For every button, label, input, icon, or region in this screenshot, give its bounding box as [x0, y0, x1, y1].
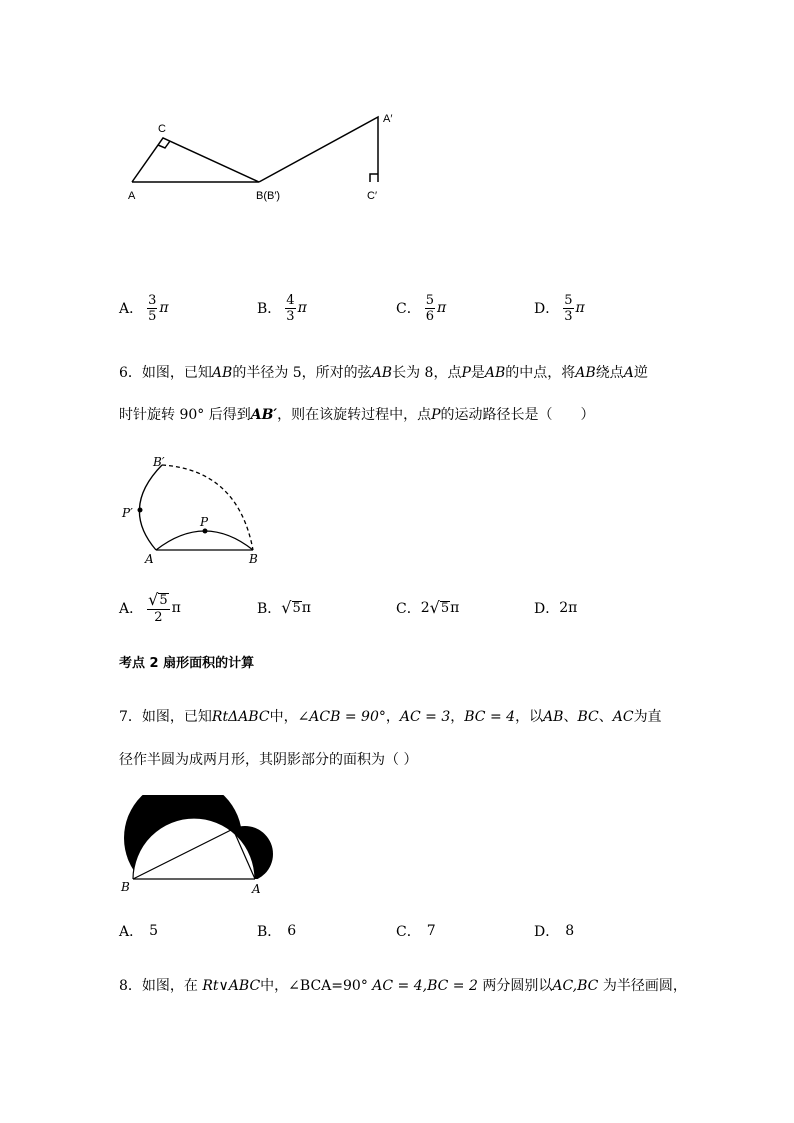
- q5-option-b[interactable]: B． $\frac{4}{3}$ π: [257, 292, 307, 324]
- label-a2: A′: [383, 113, 393, 125]
- triangles-figure: [120, 105, 410, 215]
- lunes-figure: [115, 795, 285, 905]
- q6-option-d[interactable]: D． 2π: [534, 600, 578, 617]
- arc-ab-prime: AB′: [250, 407, 278, 423]
- sqrt-icon: √: [281, 598, 292, 617]
- q8-line-1: 8．如图，在 Rt∨ABC中，∠BCA=90° AC = 4,BC = 2 两分圆别以AC,BC 为半径画圆，: [119, 978, 687, 994]
- q7-line-1: 7．如图，已知RtΔABC中，∠ACB = 90°，AC = 3，BC = 4，以AB、BC、AC为直: [119, 709, 662, 725]
- q5-options: [0, 288, 794, 328]
- label-c: C: [158, 123, 166, 135]
- q5-option-d[interactable]: D． $\frac{5}{3}$ π: [534, 292, 585, 324]
- rotation-arc-figure: [118, 450, 278, 575]
- arc-ab: AB: [211, 365, 233, 381]
- fraction: $\frac{4}{3}$: [286, 292, 295, 324]
- q7-line-2: 径作半圆为成两月形，其阴影部分的面积为（ ）: [119, 752, 418, 768]
- q6-line-1: 6．如图，已知AB的半径为 5，所对的弦AB长为 8，点P是AB的中点，将AB绕点A逆: [119, 365, 648, 381]
- q7-option-d[interactable]: D． 8: [534, 923, 575, 940]
- label-b-b2: B(B′): [256, 190, 281, 202]
- arc-ab: [156, 531, 253, 550]
- q6-option-b[interactable]: B． √ 5 π: [257, 598, 311, 617]
- fraction: $\frac{5}{6}$: [425, 292, 434, 324]
- q7-options: [0, 911, 794, 951]
- q7-option-c[interactable]: C． 7: [396, 923, 436, 940]
- label-c2: C′: [367, 190, 378, 202]
- label-a: A: [145, 552, 154, 566]
- sqrt-icon: √: [429, 598, 440, 617]
- q6-option-a[interactable]: A． √ 5 2 π: [119, 589, 181, 625]
- fraction: $\frac{5}{3}$: [564, 292, 573, 324]
- section-heading: 考点 2 扇形面积的计算: [119, 656, 255, 671]
- label-p: P: [200, 515, 209, 529]
- label-a: A: [252, 882, 261, 896]
- q5-option-a[interactable]: A． $\frac{3}{5}$ π: [119, 292, 169, 324]
- right-angle-mark-c2: [370, 174, 378, 182]
- label-b2: B′: [153, 455, 165, 469]
- q7-option-b[interactable]: B． 6: [257, 923, 297, 940]
- point-p2: [138, 508, 143, 513]
- label-c: C: [229, 817, 239, 831]
- q6-options: [0, 588, 794, 628]
- point-p: [203, 529, 208, 534]
- label-p2: P′: [122, 506, 133, 520]
- label-b: B: [121, 880, 130, 894]
- fraction: $\frac{3}{5}$: [148, 292, 157, 324]
- triangle-abc: [132, 138, 259, 182]
- q6-option-c[interactable]: C． 2 √ 5 π: [396, 598, 460, 617]
- label-b: B: [249, 552, 258, 566]
- label-a: A: [128, 190, 136, 202]
- arc-ab: AB: [484, 365, 506, 381]
- q7-option-a[interactable]: A． 5: [119, 923, 159, 940]
- arc-ab-prime: [139, 465, 162, 550]
- triangle-a2b2c2: [259, 117, 378, 182]
- q6-line-2: 时针旋转 90° 后得到AB′，则在该旋转过程中，点P的运动路径长是（ ）: [119, 407, 595, 423]
- sqrt-icon: √: [148, 589, 159, 609]
- fraction: √ 5 2: [148, 589, 168, 625]
- q5-option-c[interactable]: C． $\frac{5}{6}$ π: [396, 292, 447, 324]
- arc-ab: AB: [575, 365, 596, 381]
